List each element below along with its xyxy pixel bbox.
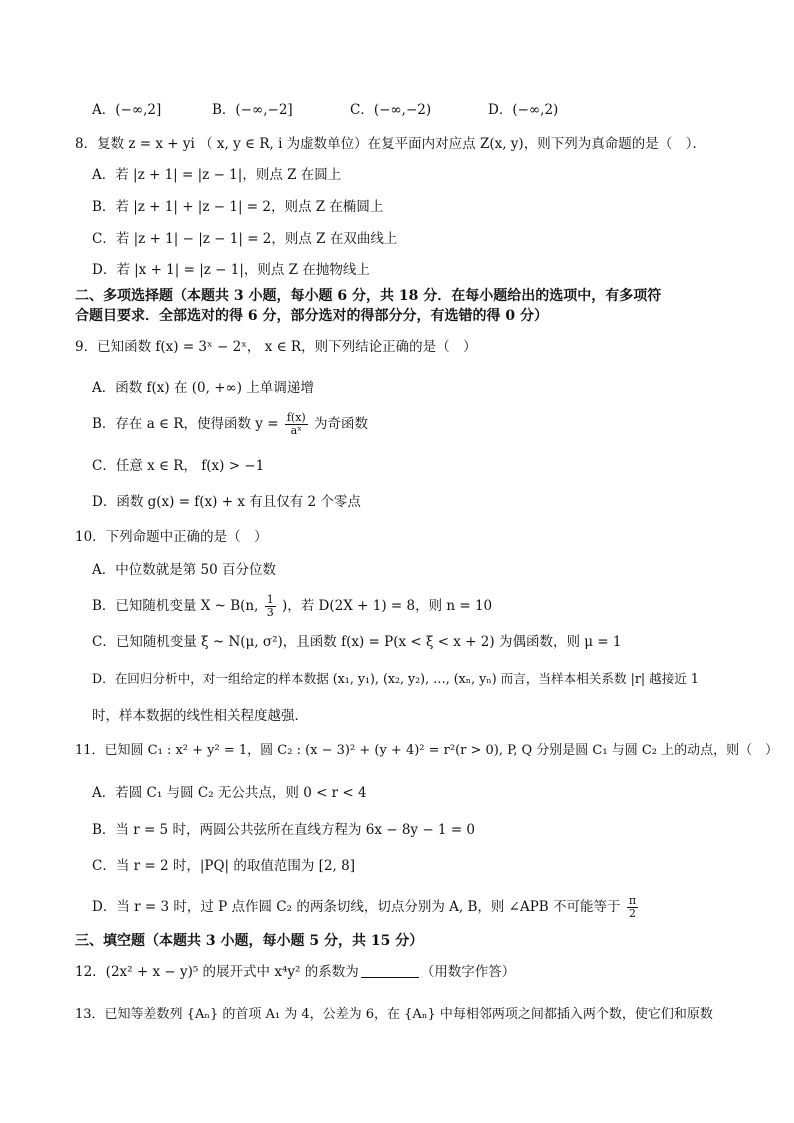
q10-option-b-numerator: 1 (266, 593, 274, 606)
q7-option-b: B．(−∞,−2] (212, 102, 293, 118)
q10-option-b (92, 594, 492, 619)
q11-option-c: C．当 r = 2 时，|PQ| 的取值范围为 [2, 8] (92, 858, 355, 874)
q8-option-b: B．若 |z + 1| + |z − 1| = 2，则点 Z 在椭圆上 (92, 199, 384, 215)
q10-stem: 10．下列命题中正确的是（ ） (75, 529, 268, 545)
q10-option-a: A．中位数就是第 50 百分位数 (92, 562, 277, 578)
q12-text: 12．(2x² + x − y)⁵ 的展开式中 x⁴y² 的系数为 (75, 964, 359, 980)
q11-option-d-denominator: 2 (628, 907, 636, 920)
section3-heading: 三、填空题（本题共 3 小题，每小题 5 分，共 15 分） (75, 933, 424, 949)
q7-option-d: D．(−∞,2) (488, 102, 559, 118)
q10-option-d-line1: D．在回归分析中，对一组给定的样本数据 (x₁, y₁), (x₂, y₂), …, (xₙ, yₙ) 而言，当样本相关系数 |r| 越接近 1 (92, 671, 699, 686)
q9-option-b-numerator: f(x) (286, 411, 306, 424)
q8-option-c: C．若 |z + 1| − |z − 1| = 2，则点 Z 在双曲线上 (92, 231, 398, 247)
q10-option-b-fraction (265, 594, 276, 619)
q7-option-a: A．(−∞,2] (92, 102, 162, 118)
q9-option-a: A．函数 f(x) 在 (0, +∞) 上单调递增 (92, 380, 314, 396)
q12-answer-blank (361, 963, 419, 978)
q10-option-d-line2: 时，样本数据的线性相关程度越强． (92, 708, 308, 724)
q11-option-d-fraction (627, 895, 638, 920)
q9-option-b (92, 412, 368, 437)
q11-option-d-numerator: π (628, 894, 637, 907)
q9-stem: 9．已知函数 f(x) = 3ˣ − 2ˣ， x ∈ R，则下列结论正确的是（ ） (75, 339, 477, 355)
q9-option-b-denominator: aˣ (290, 424, 302, 437)
q9-option-d: D．函数 g(x) = f(x) + x 有且仅有 2 个零点 (92, 494, 361, 510)
q8-option-a: A．若 |z + 1| = |z − 1|，则点 Z 在圆上 (92, 167, 342, 183)
q11-option-b: B．当 r = 5 时，两圆公共弦所在直线方程为 6x − 8y − 1 = 0 (92, 822, 476, 838)
q11-stem: 11．已知圆 C₁ : x² + y² = 1，圆 C₂ : (x − 3)² + (y + 4)² = r²(r > 0), P, Q 分别是圆 C₁ 与圆 C₂ 上的动点，则（ ） (75, 743, 779, 758)
q9-option-b-pre: B．存在 a ∈ R，使得函数 y = (92, 416, 279, 432)
q11-option-a: A．若圆 C₁ 与圆 C₂ 无公共点，则 0 < r < 4 (92, 785, 367, 801)
section2-heading-line2: 合题目要求．全部选对的得 6 分，部分选对的得部分分，有选错的得 0 分） (75, 308, 548, 324)
q12 (75, 962, 515, 982)
section2-heading-line1: 二、多项选择题（本题共 3 小题，每小题 6 分，共 18 分．在每小题给出的选项中，有多项符 (75, 288, 662, 304)
q10-option-c: C．已知随机变量 ξ ~ N(μ, σ²)，且函数 f(x) = P(x < ξ < x + 2) 为偶函数，则 μ = 1 (92, 634, 622, 650)
q11-option-d-text: D．当 r = 3 时，过 P 点作圆 C₂ 的两条切线，切点分别为 A, B，则 ∠APB 不可能等于 (92, 899, 621, 915)
q8-option-d: D．若 |x + 1| = |z − 1|，则点 Z 在抛物线上 (92, 262, 370, 278)
q10-option-b-denominator: 3 (266, 606, 274, 619)
q11-option-d (92, 895, 640, 920)
q10-option-b-pre: B．已知随机变量 X ~ B(n, (92, 598, 259, 614)
q10-option-b-post: )，若 D(2X + 1) = 8，则 n = 10 (281, 598, 493, 614)
q9-option-c: C．任意 x ∈ R， f(x) > −1 (92, 458, 265, 474)
q9-option-b-post: 为奇函数 (313, 416, 368, 432)
q7-option-c: C．(−∞,−2) (350, 102, 432, 118)
q12-note: （用数字作答） (420, 964, 516, 980)
q9-option-b-fraction (285, 412, 308, 437)
q8-stem: 8．复数 z = x + yi （ x, y ∈ R, i 为虚数单位）在复平面内对应点 Z(x, y)，则下列为真命题的是（ ）． (75, 136, 706, 152)
q13-text: 13．已知等差数列 {Aₙ} 的首项 A₁ 为 4，公差为 6，在 {Aₙ} 中每相邻两项之间都插入两个数，使它们和原数 (75, 1007, 713, 1022)
